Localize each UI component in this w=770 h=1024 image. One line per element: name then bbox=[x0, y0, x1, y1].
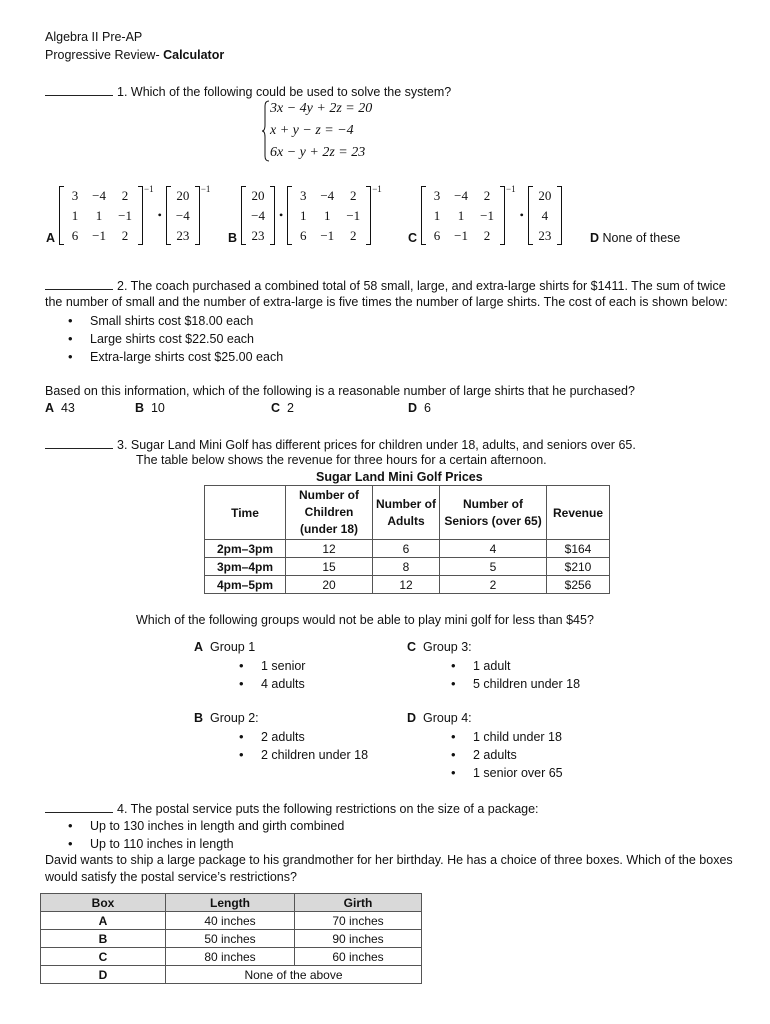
group-a[interactable]: A Group 1 bbox=[194, 640, 256, 654]
left-brace-icon bbox=[262, 100, 270, 162]
table-title: Sugar Land Mini Golf Prices bbox=[316, 470, 483, 484]
answer-blank-3[interactable] bbox=[45, 436, 113, 449]
list-item: • Extra-large shirts cost $25.00 each bbox=[68, 348, 283, 366]
group-d[interactable]: D Group 4: bbox=[407, 711, 472, 725]
coef-matrix: 3 −4 2 1 1 −1 6 −1 2 bbox=[421, 186, 505, 245]
table-header: Time bbox=[205, 486, 286, 540]
list-item: • Large shirts cost $22.50 each bbox=[68, 330, 283, 348]
group-d-list bbox=[451, 728, 563, 782]
answer-blank-4[interactable] bbox=[45, 800, 113, 813]
box-table bbox=[40, 893, 422, 984]
choice-b[interactable]: B 10 bbox=[135, 401, 165, 415]
list-item: • 1 child under 18 bbox=[451, 728, 563, 746]
table-header: Number of Children (under 18) bbox=[286, 486, 373, 540]
question-3 bbox=[45, 436, 636, 452]
course-title: Algebra II Pre-AP bbox=[45, 30, 143, 44]
equation-2: x + y − z = −4 bbox=[270, 123, 354, 138]
option-a-label: A bbox=[46, 231, 56, 245]
group-c-list bbox=[451, 657, 580, 693]
postal-restrictions-list bbox=[68, 817, 344, 853]
equation-system bbox=[270, 98, 372, 164]
table-header: Number of Adults bbox=[373, 486, 440, 540]
question-3-line1: 3. Sugar Land Mini Golf has different prices for children under 18, adults, and seniors over 65. bbox=[117, 438, 636, 452]
table-header: Revenue bbox=[547, 486, 610, 540]
list-item: • 2 children under 18 bbox=[239, 746, 368, 764]
worksheet-title-bold: Calculator bbox=[163, 48, 225, 62]
table-header: Number of Seniors (over 65) bbox=[440, 486, 547, 540]
question-3-ask: Which of the following groups would not be able to play mini golf for less than $45? bbox=[136, 613, 594, 627]
table-row: B 50 inches 90 inches bbox=[41, 930, 422, 948]
multiply-dot: • bbox=[157, 208, 162, 222]
group-b[interactable]: B Group 2: bbox=[194, 711, 259, 725]
choice-d[interactable]: D 6 bbox=[408, 401, 431, 415]
const-matrix: 20 4 23 bbox=[528, 186, 562, 245]
question-4 bbox=[45, 800, 539, 816]
list-item: • 1 senior bbox=[239, 657, 305, 675]
question-4-line2: would satisfy the postal service’s restrictions? bbox=[45, 870, 297, 884]
table-header: Length bbox=[166, 894, 295, 912]
worksheet-title bbox=[45, 48, 224, 62]
table-row: A 40 inches 70 inches bbox=[41, 912, 422, 930]
mini-golf-table bbox=[204, 485, 610, 594]
inverse-exponent: −1 bbox=[506, 184, 516, 194]
coef-matrix: 3 −4 2 1 1 −1 6 −1 2 bbox=[287, 186, 371, 245]
inverse-exponent: −1 bbox=[144, 184, 154, 194]
question-2 bbox=[45, 277, 726, 293]
table-header: Box bbox=[41, 894, 166, 912]
question-2-ask: Based on this information, which of the following is a reasonable number of large shirts that he purchased? bbox=[45, 384, 635, 398]
list-item: • 1 adult bbox=[451, 657, 580, 675]
question-4-prompt: 4. The postal service puts the following restrictions on the size of a package: bbox=[117, 802, 539, 816]
equation-1: 3x − 4y + 2z = 20 bbox=[270, 101, 373, 116]
list-item: • Up to 110 inches in length bbox=[68, 835, 344, 853]
list-item: • 2 adults bbox=[239, 728, 368, 746]
equation-3: 6x − y + 2z = 23 bbox=[270, 145, 366, 160]
option-a[interactable] bbox=[46, 186, 210, 245]
coef-matrix: 3 −4 2 1 1 −1 6 −1 2 bbox=[59, 186, 143, 245]
inverse-exponent: −1 bbox=[372, 184, 382, 194]
list-item: • 4 adults bbox=[239, 675, 305, 693]
group-b-list bbox=[239, 728, 368, 764]
choice-c[interactable]: C 2 bbox=[271, 401, 294, 415]
question-2-line1: 2. The coach purchased a combined total of 58 small, large, and extra-large shirts for $1411. The sum of twice bbox=[117, 279, 726, 293]
table-row: C 80 inches 60 inches bbox=[41, 948, 422, 966]
multiply-dot: • bbox=[519, 208, 524, 222]
table-row: D None of the above bbox=[41, 966, 422, 984]
question-4-line1: David wants to ship a large package to his grandmother for her birthday. He has a choice of three boxes. Which of the boxes bbox=[45, 853, 733, 867]
question-2-line2: the number of small and the number of extra-large is five times the number of large shirts. The cost of each is shown below: bbox=[45, 295, 728, 309]
table-row: 3pm–4pm 15 8 5 $210 bbox=[205, 558, 610, 576]
answer-blank-1[interactable] bbox=[45, 83, 113, 96]
shirt-price-list bbox=[68, 312, 283, 366]
const-matrix: 20 −4 23 bbox=[166, 186, 200, 245]
option-b-label: B bbox=[228, 231, 238, 245]
group-a-list bbox=[239, 657, 305, 693]
inverse-exponent: −1 bbox=[200, 184, 211, 194]
group-c[interactable]: C Group 3: bbox=[407, 640, 472, 654]
table-header: Girth bbox=[295, 894, 422, 912]
option-b[interactable] bbox=[228, 186, 382, 245]
worksheet-title-prefix: Progressive Review- bbox=[45, 48, 164, 62]
option-d[interactable] bbox=[590, 231, 680, 245]
option-c-label: C bbox=[408, 231, 418, 245]
choice-a[interactable]: A 43 bbox=[45, 401, 75, 415]
list-item: • Up to 130 inches in length and girth combined bbox=[68, 817, 344, 835]
option-d-text: None of these bbox=[602, 231, 681, 245]
question-1 bbox=[45, 83, 451, 99]
table-row: 2pm–3pm 12 6 4 $164 bbox=[205, 540, 610, 558]
answer-blank-2[interactable] bbox=[45, 277, 113, 290]
option-c[interactable] bbox=[408, 186, 562, 245]
list-item: • 1 senior over 65 bbox=[451, 764, 563, 782]
question-1-prompt: 1. Which of the following could be used to solve the system? bbox=[117, 85, 452, 99]
list-item: • 5 children under 18 bbox=[451, 675, 580, 693]
multiply-dot: • bbox=[279, 208, 284, 222]
list-item: • 2 adults bbox=[451, 746, 563, 764]
const-matrix: 20 −4 23 bbox=[241, 186, 275, 245]
question-3-line2: The table below shows the revenue for three hours for a certain afternoon. bbox=[136, 453, 547, 467]
list-item: • Small shirts cost $18.00 each bbox=[68, 312, 283, 330]
table-row: 4pm–5pm 20 12 2 $256 bbox=[205, 576, 610, 594]
option-d-label: D bbox=[590, 231, 600, 245]
